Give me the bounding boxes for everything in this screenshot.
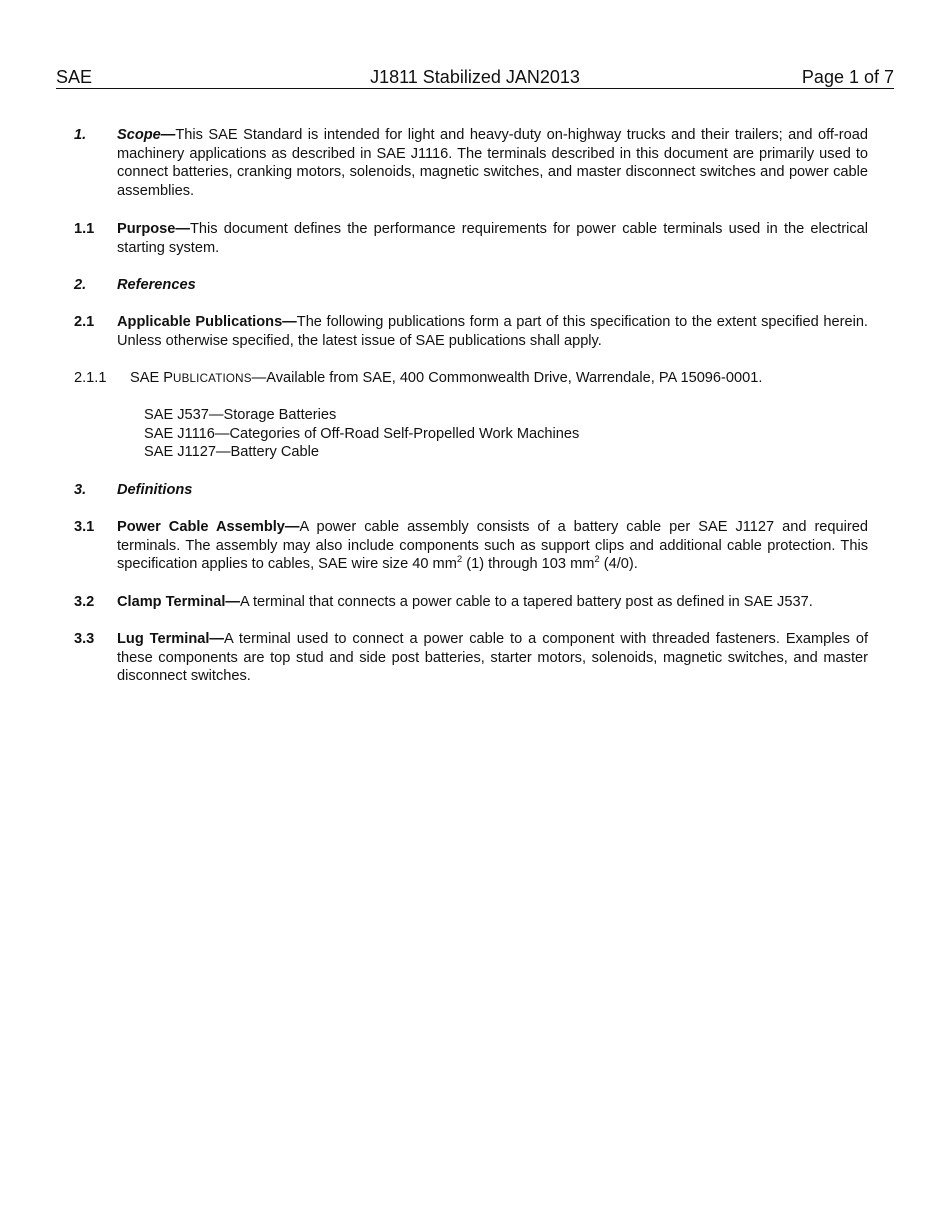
section-text [130, 369, 868, 389]
superscript: 2 [456, 554, 463, 566]
section-title-cap: SAE P [130, 370, 173, 386]
section-1-scope [74, 126, 868, 200]
section-text [117, 593, 868, 612]
header-doc-id: J1811 Stabilized JAN2013 [370, 67, 580, 87]
page-header [56, 66, 894, 89]
section-1-1-purpose [74, 220, 868, 257]
section-2-1-1-sae-publications [74, 369, 868, 389]
section-title: Lug Terminal— [117, 631, 225, 647]
section-3-2-clamp-terminal [74, 593, 868, 612]
section-body: This SAE Standard is intended for light and heavy-duty on-highway trucks and their trailers; and off-road machinery applications as described in SAE J1116. The terminals described in this document are primarily used to connect batteries, cranking motors, solenoids, magnetic switches, and master disconnect switches and power cable assemblies. [117, 127, 868, 199]
section-body: —Available from SAE, 400 Commonwealth Drive, Warrendale, PA 15096-0001. [251, 370, 763, 386]
section-number: 2. [74, 277, 87, 293]
section-body: (1) through 103 mm [462, 556, 595, 573]
section-title: Definitions [117, 482, 193, 498]
reference-item: SAE J1127—Battery Cable [144, 444, 319, 461]
superscript: 2 [594, 554, 600, 566]
section-title: Clamp Terminal— [117, 594, 240, 610]
section-title: References [117, 277, 196, 293]
section-body: A terminal that connects a power cable to a tapered battery post as defined in SAE J537. [240, 594, 813, 610]
section-3-3-lug-terminal [74, 630, 868, 686]
section-number: 3. [74, 482, 87, 498]
section-text [117, 481, 868, 500]
section-title: Power Cable Assembly— [117, 519, 300, 535]
section-body: A terminal used to connect a power cable to a component with threaded fasteners. Examples of these components are top stud and side post batteries, starter motors, solenoids, magnetic switches, and master disconnect switches. [117, 631, 868, 685]
section-3-1-power-cable-assembly [74, 518, 868, 574]
section-text [117, 518, 868, 574]
section-text [117, 313, 868, 350]
section-text [117, 276, 868, 295]
section-2-references [74, 276, 868, 295]
section-title: Applicable Publications— [117, 314, 297, 330]
section-text [117, 220, 868, 257]
section-number: 3.2 [74, 594, 95, 610]
header-org: SAE [56, 67, 93, 87]
section-number: 3.1 [74, 519, 95, 535]
section-number: 2.1.1 [74, 370, 107, 386]
reference-item: SAE J1116—Categories of Off-Road Self-Propelled Work Machines [144, 425, 580, 442]
section-title: Purpose— [117, 221, 190, 237]
section-body: A power cable assembly consists of a battery cable per SAE J1127 and required terminals. The assembly may also include components such as support clips and additional cable protection. This specification applies to cables, SAE wire size 40 mm [117, 519, 868, 573]
section-number: 3.3 [74, 631, 95, 647]
section-number: 2.1 [74, 314, 95, 330]
section-text [117, 126, 868, 200]
section-2-1-applicable-publications [74, 313, 868, 350]
header-page-number: Page 1 of 7 [801, 67, 894, 87]
section-number: 1.1 [74, 221, 95, 237]
section-body: This document defines the performance requirements for power cable terminals used in the electrical starting system. [117, 221, 868, 256]
reference-item: SAE J537—Storage Batteries [144, 407, 337, 423]
section-number: 1. [74, 127, 87, 143]
section-title: Scope— [117, 127, 176, 143]
section-body: (4/0). [599, 556, 638, 573]
section-body: The following publications form a part of this specification to the extent specified herein. Unless otherwise specified, the latest issue of SAE publications shall apply. [117, 314, 868, 349]
reference-list [144, 406, 579, 462]
section-title-smallcaps: UBLICATIONS [173, 372, 252, 385]
section-3-definitions [74, 481, 868, 500]
section-text [117, 630, 868, 686]
